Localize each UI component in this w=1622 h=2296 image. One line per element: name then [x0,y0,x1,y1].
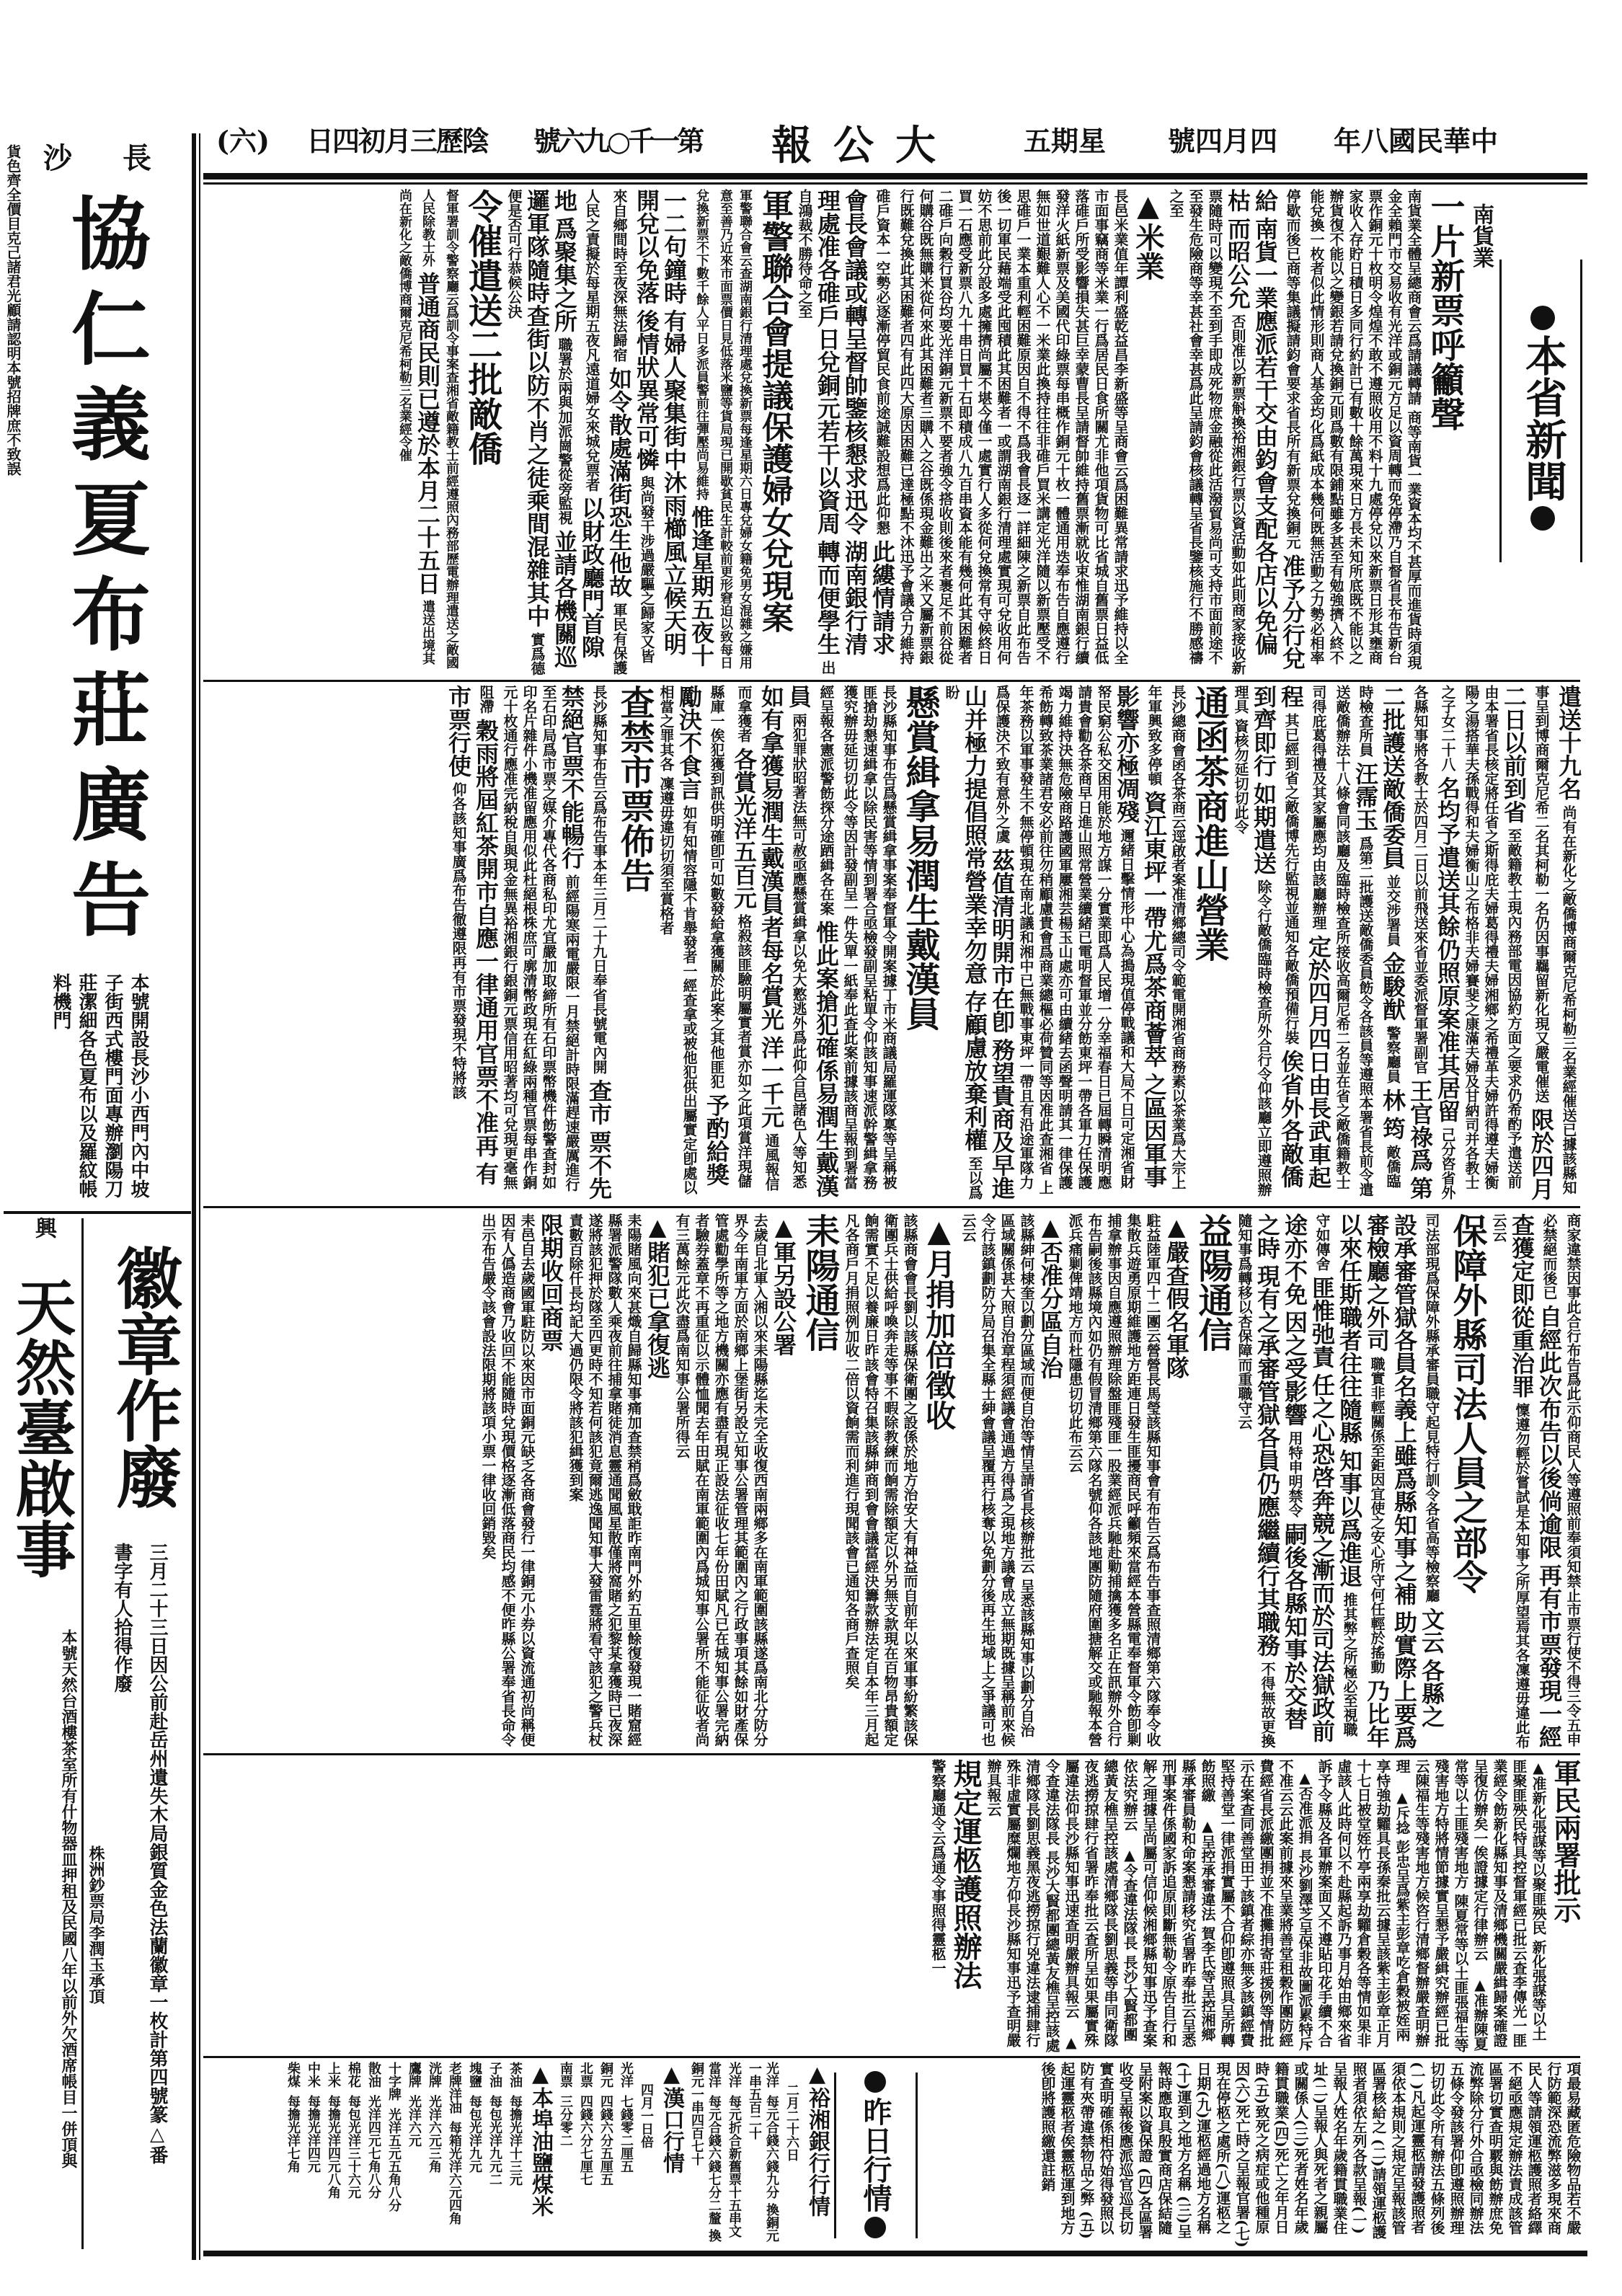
market-item-value: 每元合錢六錢七分二釐 換銅元一串四百七十 [689,2062,722,2243]
article-emphasis: 自經此次布告以後倘逾限 [1535,1304,1563,1559]
issue-number: 第一千○九六號 [533,125,702,157]
article-headline: 規定運柩護照辦法 [949,1759,983,1990]
news-row-2 [203,685,1582,1201]
market-row [425,2062,443,2248]
article-emphasis: 筠 [1379,1116,1406,1140]
article-body: 商家違禁因事此合行布告爲此示仰商民人等遵照前奉須知禁止市票行使不得三令五申必禁絕而後已 [1541,1213,1582,1747]
market-row [446,2062,463,2248]
article-body: ▲呈控承審違法 賀李氏等呈控湘鄉縣承審員勒和命案懇請移究省署昨奉批云呈悉刑事案件係國家訴追原則斷無勒令原告自行和解之理據呈尚屬可信仰候湘鄉縣知事迅予查案依法究辦云 [1121,1759,1216,2047]
article-emphasis: 嗣後各縣知事於交替之時 [1254,1213,1308,1730]
article-body: ▲斥捻 彭忠呈爲紫主彭章吃倉穀被姪兩享恃強劫糶具長孫秦批云據呈該紫主彭章正月十七日被堂姪竹亭兩享劫糶倉穀各等情如果非虛該人此時何以不赴縣起訴乃事月始由鄉來省訴予令縣及各軍辦案面又不遵貼印花手續不合 [1316,1759,1411,2047]
article-emphasis: 惟逢星期五夜十一二句鐘時 [660,189,715,667]
market-item-name: 洸牌 [427,2062,442,2088]
market-item-name: 鷹牌 [407,2062,422,2088]
article-headline: 通函茶商進山營業 [1189,685,1229,962]
ad-prefix: 興 [31,1217,56,1238]
market-hankou-title: ▲漢口行情 [659,2062,684,2173]
ad-title: 協仁義夏布莊廣告 [58,192,151,954]
market-row [365,2062,382,2248]
article-headline: 一片新票呼籲聲 [1424,189,1465,431]
market-row [405,2062,422,2248]
article-body: 長沙縣知事布告云爲布告事本年三月二十九日奉省長號電內開 [590,685,608,1074]
article-subhead: ▲賭犯已拿復逃 [644,1213,671,1379]
article-body: 警察廳通令云爲通令事照得靈柩一 [929,1759,947,1975]
market-row [324,2062,342,2248]
row-rule-3 [203,1753,1580,1755]
article-emphasis: 現有之承審管獄各員仍應繼續行其職務 [1254,1264,1281,1657]
market-row [466,2062,483,2248]
row-rule-2 [203,1206,1580,1208]
article-body: ▲准新化張謀等以聚匪殃民 新化張謀等以土匪聚匪殃民特具控督軍經已批云查李傳光一匪業經令飭新化縣知事及清鄉機關嚴緝歸案確證呈復仿辦矣一俟證據定行律辦云 [1471,1759,1547,2047]
article-body: 耒陽賭風向來甚熾自歸縣知事痛加查禁稍爲斂戢詎昨南門外約五里餘復發現一賭窟經縣署派警隊數人乘夜前往捕拿賭徒消息靈通聞風星散僅將窩賭之犯黎某拿獲時已夜深遂將該犯押於隊至四更時不知若何該犯竟爾逃逸聞知事大發雷霆將看守該犯之警兵杖責數百除仟長均記大過仍限令將該犯緝獲到案 [567,1213,642,1747]
market-row [385,2062,402,2248]
lunar-date: 陰歷三月初四日 [306,125,489,157]
market-item-name: 銅元 [598,2062,613,2088]
article-emphasis: 再有市票發現一經查獲定即從重治罪 [1508,1213,1563,1748]
market-item-value: 每箱光洋六元四角 [447,2121,462,2225]
market-row [304,2062,322,2248]
article-emphasis: 查市 [585,1078,613,1125]
bullet-dot-icon [1530,506,1555,531]
row-rule-1 [203,680,1580,682]
article-emphasis: 文云 [1418,1607,1445,1654]
article-body: 上年茶務以軍事發生不無停頓現在南北議和湘中已無戰事東坪一帶且有沿途軍隊力爲保護決不致有意外之虞 [993,685,1054,1194]
market-item-name: 塊鹽 [467,2062,482,2088]
section-title-block [1510,216,1575,620]
market-item-value: 光洋六元三角 [427,2095,442,2173]
market-item-name: 散油 [366,2062,381,2088]
page-number: (六) [216,125,270,157]
article-emphasis: 如期遣送 [1250,781,1277,874]
article-emphasis: 各縣之設承審管獄各員名義上雖爲縣知事之補 [1391,1213,1445,1728]
newspaper-title: 大公報 [771,122,957,169]
article-emphasis: 之區因軍事影響亦極凋殘 [1113,685,1168,1188]
article-emphasis: 並請各機關巡 [551,529,578,668]
market-yuxiang-date: 二月二十六日 [784,2083,799,2161]
market-item-value: 三分零二 [558,2095,573,2147]
article-headline: ▲米業 [1131,189,1165,280]
article-body: 前經陽寒兩電嚴限一月禁絕計時限滿趕速嚴厲進行至石印局爲市票之媒介專代各商私印尤宜嚴加取締所有石印票幣機件飭警查封如印名片雜件小機准留應用似此杜絕根株庶可廓清幣政現在紅綠兩種官票每串作銅元十枚通行應准完納稅自與現金無異裕湘銀行銀銅元票信用昭著均可兌現更毫無阻滯 [477,685,580,1192]
market-item-value: 每包光洋九元 [467,2095,482,2173]
article-lead: 資核勿延切切此令 [1232,718,1249,834]
market-title-rule [916,2073,918,2238]
bullet-dot-icon [864,2217,886,2238]
article-body: 不得無故更換隨知事爲轉移以杏保障而重職守云 [1236,1213,1276,1748]
ad-title: 天然臺啟事 [6,1276,77,1579]
market-section-title [838,2062,913,2248]
article-headline: 軍民兩署批示 [1549,1759,1582,1923]
market-title-rule [834,2073,836,2238]
section-title-rule [1499,260,1502,562]
article-emphasis: 汪霈玉 [1352,761,1379,831]
article-subhead: ▲軍另設公署 [770,1213,797,1356]
article-emphasis: 林 [1379,1088,1406,1112]
article-emphasis: 後情狀異常可憐 [633,309,660,471]
article-body: 耒邑自去歲國軍駐防以來因市面銅元缺乏各商會發行一律銅元小券以資流通初尚稱便因有人僞造商會乃收回不能隨時兌現價格逐漸低落商民均感不便昨縣公署奉省長命令出示布告嚴令該會設法限期將該項小票一律收回銷毀矣 [479,1213,536,1747]
article-body: 長邑米業值年譚利盛乾益昌李新盛等呈商會云爲困難異常請求迅予維持以全市面事竊商等米業一行爲居民日食所關尤非他項貨物可比省城自舊票日益低落碓戶所受影響損失甚巨幸蒙曹長呈請督帥維持舊票漸就收束惟湖南銀行續發洋火紙新票及美國代印綠票每串概作銅元十枚一體通用迭奉布告自應遵行無如世道艱難人心不一米業此換持往往非碓戶買米講定光洋隨以新票壓受不思碓戶一業本重利輕困難原因自不得不爲我會長逐一詳細陳之新票自此布告後一切軍民藉端受此囤積此其困難者一或謂湖南銀行清理處實現可兌收用何妨不思前此分設多處擁擠尚屬不堪今僅一處實行人多從何兌換常有守候終日買一石應受新票八九十串日買十石即積成八九百串資本能有幾何此其困難者二碓戶向穀行買谷均要光洋銅元新票不要者強令搭收則後來者裹足不前谷從何購谷既無購米從何來此其困難者三購入之谷既係現金難出之米又屬新票銀行既難兌換此其困難者四有此四大原因困難已達極點不沐迅予會議合力維持碓戶資本一空勢必逐漸停貿民食前途誠難設想爲此仰懇 [874,189,1129,665]
article-body: (五)起運靈柩者俟靈柩運到地方後卽將護照繳還註銷 [1039,2062,1095,2239]
article-body: 通風報信而拿獲者 [735,685,780,1191]
ad-body: 三月二十三日因公前赴岳州遺失木局銀質金色法蘭徽章一枚計第四號篆△番 [146,1543,168,2164]
market-item-value: 每擔光洋十三元 [508,2095,523,2186]
article-emphasis: 名均予遣送其餘仍照原案准其居留 [1434,776,1461,1122]
article-body: 長沙總商會函各茶商云逕啟者案准清鄉總司令範電開湘省商務素以茶業爲大宗上年軍興致多停頓 [1145,685,1187,1189]
article-note: 職署於兩與加派崗警從旁監視 [556,337,573,525]
article-emphasis: 湖南銀行清理處准各碓戶日兌銅元若干以資周 [814,189,869,655]
article-emphasis: 任之心恐啓奔競之漸而於司法獄政前途亦不免 [1281,1213,1336,1742]
article-emphasis: 務望貴商及早進山并極力提倡照常營業幸勿意 [961,685,1016,1200]
article-emphasis: 准予分行兌給 [1251,189,1306,670]
month-day: 四月四號 [1168,125,1278,157]
article-emphasis: 以財政廳門首隙地 [551,189,606,658]
market-item-value: 七錢零二厘五 [619,2095,634,2173]
market-item-name: 棉花 [346,2062,361,2088]
article-lead: 凜遵毋違切切須至賞格者 [657,776,675,935]
ad-divider-vertical [81,1218,84,2249]
article-emphasis: 此縷情請求會長會議或轉呈督帥鑒核懇求迅令 [841,189,896,655]
ad-body: 本號開設長沙小西門內中坡子街西式樓門面專辦瀏陽刀莊潔細各色夏布以及羅紋帳料機門 [50,973,149,1198]
article-emphasis: 匪惟弛責 [1308,1275,1336,1368]
article-emphasis: 限於四月二日以前到省 [1500,685,1555,1200]
year-date: 中華民國八年 [1334,125,1499,157]
article-emphasis: 助實際上要爲審檢廳之外司 [1363,1213,1418,1749]
weekday: 星期五 [1024,125,1107,157]
market-item-name: 當洋 [706,2062,722,2088]
article-emphasis: 有婦人聚集街中沐雨櫛風立候天明開兌以免落 [633,189,688,655]
article-body: 該縣商會會長劉以該縣保衛團之設係於地方治安大有神益而自前年以來軍事紛繁該保衛團兵士供給呼喚奔走等事不暇除教練而餉需除額定以外另無支款現在百物昂貴額定餉需實不足以養廉日昨該會特召集該縣紳商到會會議當經決籌款辦法定自本年三月起凡各商戶月捐照例加收二倍以資餉需而利進行現聞該會已通知各商戶查照矣 [843,1213,918,1747]
bullet-dot-icon [1530,306,1555,330]
market-item-name: 十字牌 [386,2062,402,2101]
article-body: ▲令查違法隊長 長沙大賢都團總黃友樵呈控該處清鄉隊長劉思義黑夜逃撈掠行兇違法逮捕肆行殊非虛實屬糜爛地方仰長沙縣知事迅予查明嚴辦具報云 [985,1759,1080,2052]
section-title-rule [1580,260,1582,562]
market-item-name: 光洋 [727,2062,742,2088]
article-headline: ▲月捐加倍徵收 [921,1213,957,1430]
market-row [745,2062,780,2248]
ad-note: 株洲鈔票局李潤玉承頂 [87,1845,105,2004]
article-subhead: ▲嚴查假名軍隊 [1163,1213,1190,1379]
market-item-value: 光洋四元七角八分 [366,2095,381,2199]
article-body: 軍警聯合會云查湖南銀行清理處兌換新票每逢星期六日專兌婦女籍免男女混雜之嫌用意至善乃近來市面票價日見低落米鹽等貨局現已開歇貧民生計較前更形窘迫以致每日兌換新票不下數千餘人平日多派員警前往彈壓尚易維持 [694,189,753,669]
market-item-name: 老牌洋油 [447,2062,462,2114]
market-item-name: 南票 [558,2062,573,2088]
article-emphasis: 定於四月四日由長武車起程 [1277,685,1332,1189]
article-body: 仰各該知事廣爲布告徹遵限再有市票發現不特將該 [450,781,467,1099]
article-headline: 益陽通信 [1192,1213,1233,1352]
article-emphasis: 金駿猷 [1379,951,1406,1021]
article-lead: 轉而便學生 [814,539,841,655]
ad-column-rule [192,133,196,2260]
article-body: 兩犯罪狀昭著法無可赦亟應懸賞緝拿以免大憝逃外爲此仰合邑諸色人等知悉 [790,712,807,1189]
market-title: 昨日行情 [859,2097,892,2212]
article-body: 該縣紳何棣奎以劃分區域而便自治等情呈請省長核辦批云 [1018,1213,1035,1574]
article-emphasis: 邏軍隊隨時查街以防不肖之徒乘間混雜其中 [523,189,551,627]
article-body: 爲第二批護送敵僑委員飭令各該員等遵照本署省長前令遣送敵僑辦法十八條會同該廳及臨時檢查所接收高爾尼希二名並在省之敵僑籍教士司得庇葛得禮及其家屬應均由該廳辦理 [1310,685,1374,1197]
market-row [284,2062,301,2248]
article-note: 至以爲盼 [943,685,983,1200]
news-row-1 [203,189,1495,676]
article-emphasis: 洋一千元 [758,1035,785,1128]
ad-column-rule-thin [199,133,200,2260]
article-headline: 保障外縣司法人員之部令 [1447,1213,1487,1594]
article-emphasis: 王官祿爲 [1406,1078,1434,1171]
article-emphasis: 惟此案搶犯確係易潤生戴漢員 [785,685,840,1197]
ad-side-text: 貨色齊全價目克己諸君光顧請認明本號招牌庶不致誤 [4,144,22,476]
article-body: 呈悉該縣知事以劃分自治區域關係甚大照自治章程須經議會通過方得爲之現地方議會成立無期既據呈稱前來候令行該鎮劃防分局召集全縣士紳會議呈覆再行核奪以免劃分後再生地域上之爭議可也云云 [960,1213,1035,1747]
article-body: 警察廳員 [1384,1025,1401,1083]
article-body: 南貨業全體呈總商會云爲請議轉請 商等南貨一業資本均不甚厚而進貨時須現金全賴門市交易收有光洋或銅元方足以資周轉而免停滯乃自督省長布告新台票作銅元十枚明令煌煌不敢不遵照收用不料十九處停兌以來新票日形其壅商家收入存貯日積日多同行約計已有數十餘萬現來日方長未知所底既不能以之辦貨復不能以之變銀若請兌換銅元則爲數有限鋪點雖多甚至有勉強擠入終不能兌換一枚者似此情形則商人基金均化爲紙成本幾何既無活動之力勢必相率停歇而後已商等集議擬請鈞會要求省長所有新票兌換銅元 [1284,189,1422,670]
article-body: 司法部現爲保障外縣承審員職守起見特行訓令各省高等檢察廳 [1423,1213,1440,1603]
article-body: 去歲自北軍入湘以來耒陽縣迄未完全收復西南兩鄉多在南軍範圍該縣遂爲南北分防分界今年南軍方面於南鄉上堡街另設立知事公署管理其範圍內之行政事項其餘如財產保管處勸學所等之地方機關亦應有盡有現正設法征收七年份田賦凡已在城知事公署完納者驗券蓋章不再重征以示體恤聞去年田賦在南軍範圍內爲城知事公署所不能征收者尚有三萬餘元此次盡爲南知事公署所得云 [673,1213,768,1747]
ad-divider-1 [4,1211,191,1214]
article-body: ▲令查違法隊長 長沙大賢都團總黃友樵呈控該處清鄉隊長劉思義等串同衛隊夜逃撈掠肆行省署昨奉批云查所呈如果屬實殊屬違法仰長沙縣知事迅速查明嚴辦具報云 [1063,1759,1138,2047]
article-emphasis: 如令散處滿街恐生他故 [606,366,633,598]
market-item-value: 每元折合新舊票十五串文 [727,2095,742,2238]
article-body: ▲否准派捐 長沙劉澤芝呈保非故圖派累特斥不准云云此案前據來呈業將善堂租穀作團防經費經省長派繳團捐並不准攤捐寄莊援例等情批示在案查同善堂田于該鎮者綜亦無多該鎮經費堅持善堂一律派捐實屬不合仰卽遵照具呈所轉飭照繳 [1199,1759,1313,2051]
article-body: 駐益陸軍四十二團云營營長馬瑩該縣知事會有布告云爲布告事查照清鄉第六隊奉令收集散兵遊勇原期維護地方距連日發生匪擾商民呼籲頻來當經本營縣電奉督軍令飭卽剿捕拿辦事因自應遵照辦理除盤匪殘匪一股業經派兵馳赴勦捕擒獲多名正在訊辦外合行布告嗣後該縣境內如仍有假冒清鄉第六隊名號仰各該地團防隨府圍搪解交或馳報本營派兵痛剿俾靖地方而杜隱患切切此布云云 [1066,1213,1161,1747]
market-item-name: 北票 [578,2062,593,2088]
article-emphasis: 爲聚集之所 [551,216,578,332]
article-body: 用特申明禁令 [1286,1430,1303,1517]
article-emphasis: 穀雨將屆紅茶開市自應一律通用官票不准再 [472,718,500,1157]
article-emphasis: 第二批護送敵僑委員 [1379,685,1434,1200]
article-emphasis: 南貨一業應派若干交由鈞會支配各店以免偏枯 [1224,189,1279,655]
market-row [597,2062,614,2248]
article-headline: 耒陽通信 [799,1213,840,1352]
article-note: 軍民有保護人民之責擬於每星期五夜凡遠道婦女來城兌票者 [583,189,628,675]
market-item-value: 四錢六分七厘七 [578,2095,593,2186]
article-body: 否則准以新票斛換裕湘銀行票以資活動如此則商家接收新票隨時可以變現不至到手即成死物庶金融從此活潑貿易尚可支持市面前途不至發生危險商等幸甚社會幸甚爲此呈請鈞會核議轉呈省長鑒核施行不勝感禱之至 [1167,189,1246,675]
market-quotes [203,2062,830,2248]
market-item-value: 每包光洋九元二 [487,2095,502,2186]
section-title: 本省新聞 [1518,334,1567,502]
article-body: 督軍署訓令警察廳云爲訓令事案查湘省敵籍教士前經遵照內務部歷電辦理遣送之敵國人民除教士外 [420,189,459,669]
article-body: 如有知情容隱不肯舉發者一經查拿或被他犯供出屬實定卽處以相當之罪其各 [657,685,698,1194]
bullet-dot-icon [864,2071,886,2093]
article-body: (一)凡起運靈柩請發護照者須依本規則之規定呈報該管區署核給之 [1370,2062,1426,2235]
market-yuxiang-title: ▲裕湘銀行行情 [805,2062,830,2217]
article-emphasis: 有市票行使 [445,685,500,1185]
market-item-name: 光洋 [764,2062,779,2088]
article-body: 遣送出境其尚在新化之敵僑博商爾克尼希柯勒三名業經令催 [397,189,435,665]
article-body: 並交涉署員 [1384,874,1401,947]
article-body: (四)各區署收受呈報後應派巡官巡長切實查明確係相符始得發照以防有夾帶違禁物品之弊 [1078,2062,1153,2239]
article-subhead: 限期收回商票 [537,1213,564,1352]
article-body: 格殺該匪驗明屬實者賞亦如之此項賞洋現儲縣庫一俟犯獲到訊供明確卽可如數發給拿獲關於此案之其他匪犯 [708,685,753,1188]
ad-place: 長沙 [43,141,202,175]
article-emphasis: 如有拿獲易潤生戴漢員者每名賞光 [758,685,785,1031]
article-emphasis: 知事以爲進退 [1336,1448,1363,1587]
market-item-value: 每包光洋三十六元 [346,2095,361,2199]
market-hankou-date: 四月一日倍 [639,2083,654,2148]
article-emphasis: 乃比年以來任斯職者往往隨縣 [1336,1213,1391,1748]
market-row [557,2062,574,2248]
ad-title: 徽章作廢 [105,1244,183,1510]
article-body: 敵僑臨時檢查所員 [1357,685,1401,1188]
market-item-value: 光洋六元 [407,2095,422,2147]
news-row-4 [203,1759,1582,2053]
article-emphasis: 俟省外各敵僑到齊即行 [1250,685,1305,1188]
market-item-value: 光洋五元五角八分 [386,2108,402,2212]
market-row [688,2062,722,2248]
article-emphasis: 各賞光洋五百元 [730,747,758,909]
market-item-value: 每擔光洋七角 [285,2095,301,2173]
article-emphasis: 而昭公允 [1224,216,1251,309]
article-emphasis: 予酌給獎勵決不食言 [675,685,730,1186]
footer-thick-rule [203,2251,1587,2256]
article-note: 與尚發干涉過嚴驅之歸家又皆來自鄉間時至夜深無法歸宿 [611,189,655,663]
article-emphasis: 茲值清明開市在卽 [988,848,1016,1033]
article-subhead: ▲否准分區自治 [1037,1213,1064,1379]
market-row [617,2062,634,2248]
row-rule-4 [203,2056,1580,2058]
market-benbu-title: ▲本埠油鹽煤米 [528,2062,553,2217]
article-body: 己分咨省外各縣知事將各教士於四月二日以前飛送來省並委派督軍署副官 [1412,685,1456,1200]
article-headline: 軍警聯合會提議保護婦女兌現案 [756,189,793,633]
market-row [506,2062,523,2248]
market-row [345,2062,362,2248]
article-kicker: 南貨業 [1468,203,1494,268]
market-row [486,2062,503,2248]
market-item-value: 每元合錢六錢九分 換銅元一串五百二十 [747,2062,779,2243]
article-body: 懍遵勿輕於嘗試是本知事之所厚望焉其各凜遵毋違此布云云 [1490,1213,1530,1749]
article-emphasis: 普通商民則已遵於本月二十五日 [414,271,441,595]
market-item-value: 每擔光洋四元 [306,2095,321,2173]
article-emphasis: 資江東坪一帶尤爲茶商薈萃 [1140,790,1168,1068]
market-item-name: 柴煤 [285,2062,301,2088]
market-item-name: 中米 [306,2062,321,2088]
article-headline: 懸賞緝拿易潤生戴漢員 [900,685,940,1031]
article-headline: 查禁市票佈告 [614,685,655,892]
market-item-name: 子油 [487,2062,502,2088]
article-body: 至敵籍教士現內務部電因協約方面之要求仍希酌予遣送前由本署省長核定將任省之斯得庇夫婦葛得禮夫婦湘鄉之希禮革夫婦許得遵夫婦衡陽之湯搭華夫孫戰得和夫婦衡山之布格非夫婦賽斐之康滿夫婦及甘納司并各教士之子女二十八 [1439,685,1523,1189]
article-body: (三)呈報時應取具殷實商店保結隨呈附案以資保證 [1136,2062,1192,2238]
header-thick-rule [203,173,1587,179]
article-body: (二)請領運柩護照者須依左列各款呈報(一)呈報人姓名年歲籍貫職業住址(二)呈報人與死者之親屬或關係人(三)死者姓名年歲籍貫職業(四)死亡之年月日時(五)致死之病症或他種原因(六)死亡時之呈報官署(七)現在停柩之處所(八)運柩之日期(九)運柩經過地方名稱(十)運到之地方名稱 [1175,2062,1387,2248]
article-note: 實爲德便是否可行恭候公決 [505,189,546,675]
ad-note: 書字有人拾得作廢 [111,1543,133,1693]
news-row-3 [203,1213,1582,1750]
article-body: 除令行敵僑臨時檢查所外合行令仰該廳立即遵照辦理具 [1232,685,1272,1197]
article-emphasis: 遣送十九名 [1555,685,1582,800]
article-body: 項最易藏匿危險物品若不嚴行防範深恐流弊滋多現來商民人等請領運柩護照者絡繹不絕亟應規定辦法責成該管區署切實查明覈與飭辦庶免流弊除分行外合亟檢同辦法五條令發該署仰卽遵照辦理切切此令所有辦法五條列後 [1428,2062,1582,2235]
article-emphasis: 存顧慮放棄利權 [961,989,988,1151]
article-body: ▲准辦陳夏常等以土匪殘害地方 陳夏常等以土匪張福生等殘害地方特將情節據實呈懇予嚴緝究辦經已批云陳福生等殘害地方候咨行清鄉督辦嚴查明辦理 [1393,1759,1489,2052]
ad-body: 本號天然台酒樓茶室所有什物器皿押租及民國八年以前外欠酒席帳目一併頂與 [59,1629,78,2168]
article-emphasis: 因之受影響 [1281,1310,1308,1426]
market-item-name: 光洋 [619,2062,634,2088]
header-thin-rule [203,182,1587,185]
article-note: 出自鴻裁不勝待命之至 [796,189,836,675]
article-body: 長沙縣知事布告爲懸賞緝拿事案奉督軍令開案據丁市米商議局羅運隊稟等呈稱被匪搶劫懇速緝拿以除民害等情到署合亟檢發副呈粘單令仰該知事速派幹警緝拿務獲究辦毋延切切此令等因計發副呈一件失單一紙奉此查此案前據該商呈報到署當經呈報各憲派警飭探分途跴緝各在案 [817,685,898,1189]
article-yunjiu-rules [926,2062,1582,2248]
article-emphasis: 票不先禁絕官票不能暢行 [558,685,613,1200]
article-body: 其已經到省之敵僑博先行監視並通知各敵僑預備行裝 [1282,712,1300,1045]
market-item-name: 茶油 [508,2062,523,2088]
article-body: 職實非輕關係至鉅因宜使之安心所守何任輕於搖動 [1368,1356,1386,1674]
article-body: 推其弊之所極必至視職守如傳舍 [1313,1213,1358,1737]
market-item-value: 四錢六分五厘五 [598,2095,613,2186]
market-row [725,2062,743,2248]
article-headline: 令催遣送二批敵僑 [462,189,502,466]
article-body: 尚有在新化之敵僑博商爾克尼希柯勒三名業經催送已據該縣知事呈到博商爾克尼希二名其柯勒一名仍因事羈留新化現又嚴電催送 [1533,685,1577,1194]
market-row [577,2062,594,2248]
article-body: 邇緒日擊情形中心為搗現值停戰議和大局不日可定湘省財帑民窮公私交困用能於地方謀一分實業即爲人民增一分幸福春日已屆轉瞬清明應請貴會勸各茶商早日進山照常營業續緒已電明督軍並分飭東坪一帶各軍力任保護竭力維持決無危險商路護國軍屢湘芸楊玉山處亦可由續緒去函聲明請其一律保護希飭轉致茶業諸君安必前往勿稍顧慮貴會爲商業總樞必荷贊同等因准此查湘省 [1037,685,1135,1189]
market-item-value: 每擔光洋四元八角 [326,2095,341,2199]
market-item-name: 上米 [326,2062,341,2088]
